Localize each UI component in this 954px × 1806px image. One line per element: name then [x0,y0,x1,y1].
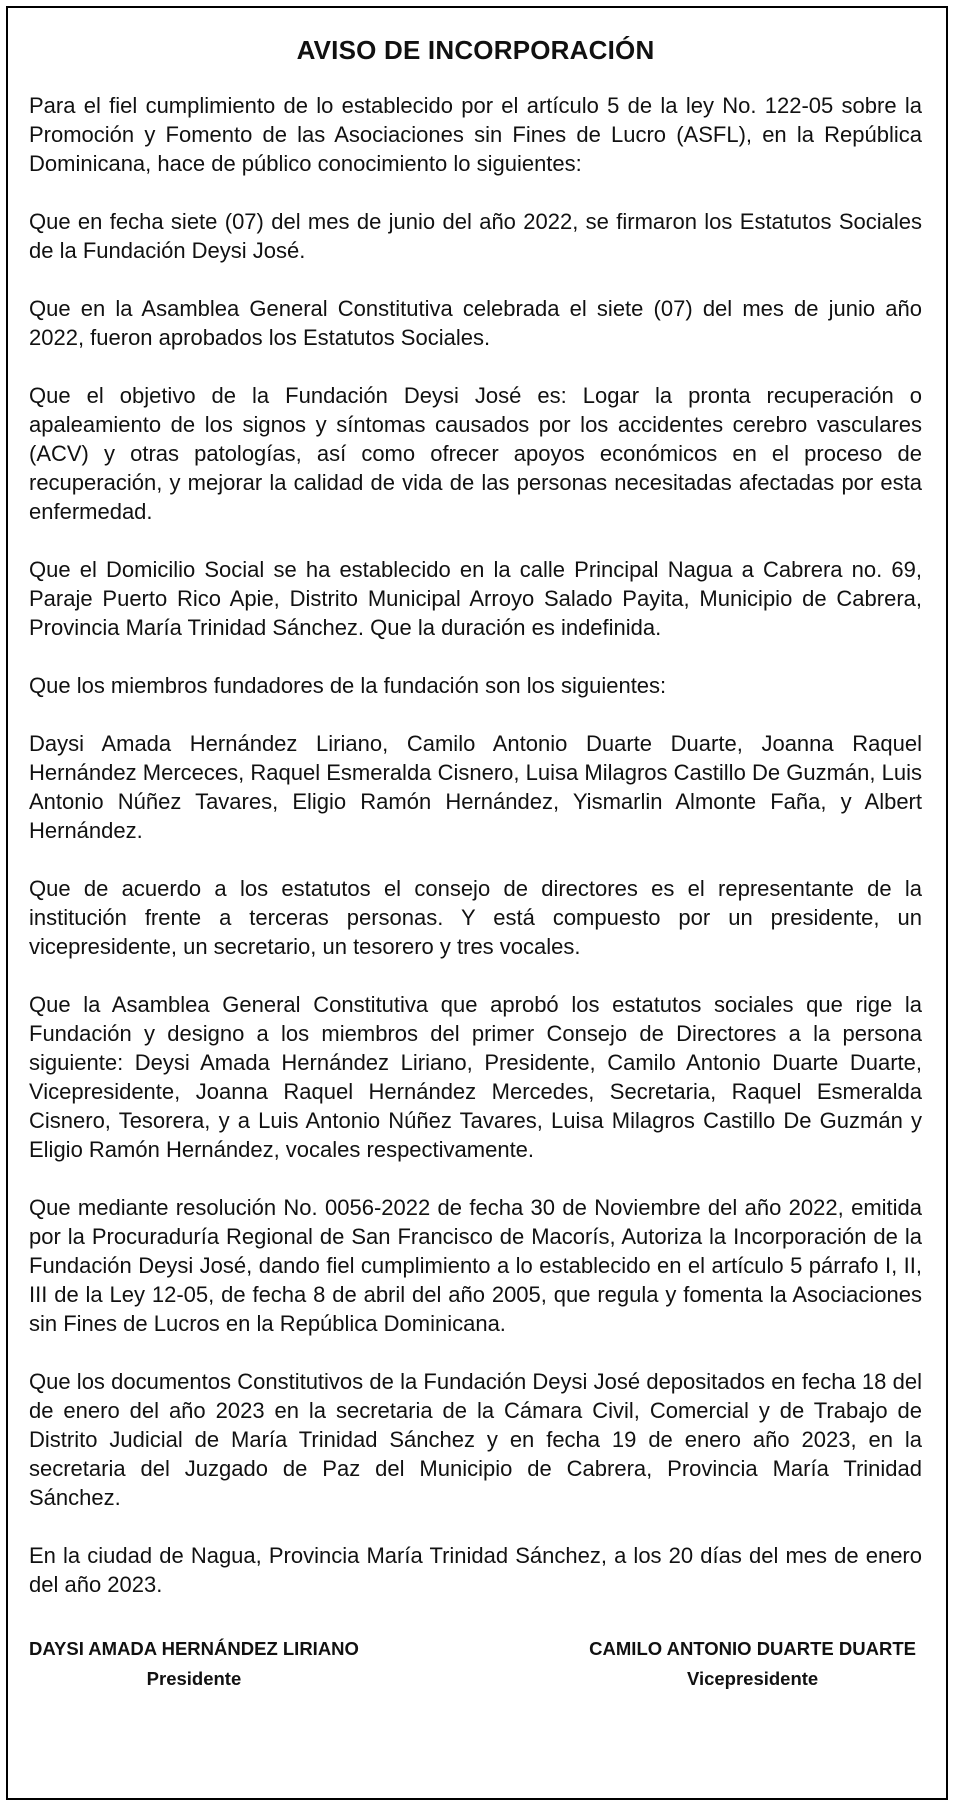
paragraph-intro: Para el fiel cumplimiento de lo establecido por el artículo 5 de la ley No. 122-05 sobre la Promoción y Fomento de las Asociaciones sin Fines de Lucro (ASFL), en la República Dominicana, hace de público conocimiento lo siguientes: [29,93,922,176]
paragraph-statutes-signed: Que en fecha siete (07) del mes de junio del año 2022, se firmaron los Estatutos Sociales de la Fundación Deysi José. [29,209,922,263]
notice-frame [6,6,948,1800]
paragraph-founders-intro: Que los miembros fundadores de la fundación son los siguientes: [29,673,667,698]
paragraph-founders-list: Daysi Amada Hernández Liriano, Camilo Antonio Duarte Duarte, Joanna Raquel Hernández Merceces, Raquel Esmeralda Cisnero, Luisa Milagros Castillo De Guzmán, Luis Antonio Núñez Tavares, Eligio Ramón Hernández, Yismarlin Almonte Faña, y Albert Hernández. [29,731,922,843]
paragraph-resolution: Que mediante resolución No. 0056-2022 de fecha 30 de Noviembre del año 2022, emitida por la Procuraduría Regional de San Francisco de Macorís, Autoriza la Incorporación de la Fundación Deysi José, dando fiel cumplimiento a lo establecido en el artículo 5 párrafo I, II, III de la Ley 12-05, de fecha 8 de abril del año 2005, que regula y fomenta la Asociaciones sin Fines de Lucros en la República Dominicana. [29,1195,922,1336]
paragraph-objective: Que el objetivo de la Fundación Deysi José es: Logar la pronta recuperación o apaleamiento de los signos y síntomas causados por los accidentes cerebro vasculares (ACV) y otras patologías, así como ofrecer apoyos económicos en el proceso de recuperación, y mejorar la calidad de vida de las personas necesitadas afectadas por esta enfermedad. [29,383,922,524]
paragraph-board-composition: Que de acuerdo a los estatutos el consejo de directores es el representante de la institución frente a terceras personas. Y está compuesto por un presidente, un vicepresidente, un secretario, un tesorero y tres vocales. [29,876,922,959]
paragraph-statutes-approved: Que en la Asamblea General Constitutiva celebrada el siete (07) del mes de junio año 2022, fueron aprobados los Estatutos Sociales. [29,296,922,350]
signature-name: DAYSI AMADA HERNÁNDEZ LIRIANO [29,1638,359,1659]
notice-title: AVISO DE INCORPORACIÓN [296,35,655,65]
signature-vicepresident [589,1634,916,1694]
signature-role: Vicepresidente [686,1668,819,1689]
paragraph-domicile: Que el Domicilio Social se ha establecido en la calle Principal Nagua a Cabrera no. 69, Paraje Puerto Rico Apie, Distrito Municipal Arroyo Salado Payita, Municipio de Cabrera, Provincia María Trinidad Sánchez. Que la duración es indefinida. [29,557,922,640]
paragraph-deposit: Que los documentos Constitutivos de la Fundación Deysi José depositados en fecha 18 del de enero del año 2023 en la secretaria de la Cámara Civil, Comercial y de Trabajo de Distrito Judicial de María Trinidad Sánchez y en fecha 19 de enero año 2023, en la secretaria del Juzgado de Paz del Municipio de Cabrera, Provincia María Trinidad Sánchez. [29,1369,922,1510]
signature-role: Presidente [146,1668,242,1689]
signature-block [29,1634,922,1694]
paragraph-board-designation: Que la Asamblea General Constitutiva que aprobó los estatutos sociales que rige la Fundación y designo a los miembros del primer Consejo de Directores a la persona siguiente: Deysi Amada Hernández Liriano, Presidente, Camilo Antonio Duarte Duarte, Vicepresidente, Joanna Raquel Hernández Mercedes, Secretaria, Raquel Esmeralda Cisnero, Tesorera, y a Luis Antonio Núñez Tavares, Luisa Milagros Castillo De Guzmán y Eligio Ramón Hernández, vocales respectivamente. [29,992,922,1162]
signature-name: CAMILO ANTONIO DUARTE DUARTE [589,1638,916,1659]
paragraph-closing: En la ciudad de Nagua, Provincia María Trinidad Sánchez, a los 20 días del mes de enero del año 2023. [29,1543,922,1597]
signature-president [29,1634,359,1694]
